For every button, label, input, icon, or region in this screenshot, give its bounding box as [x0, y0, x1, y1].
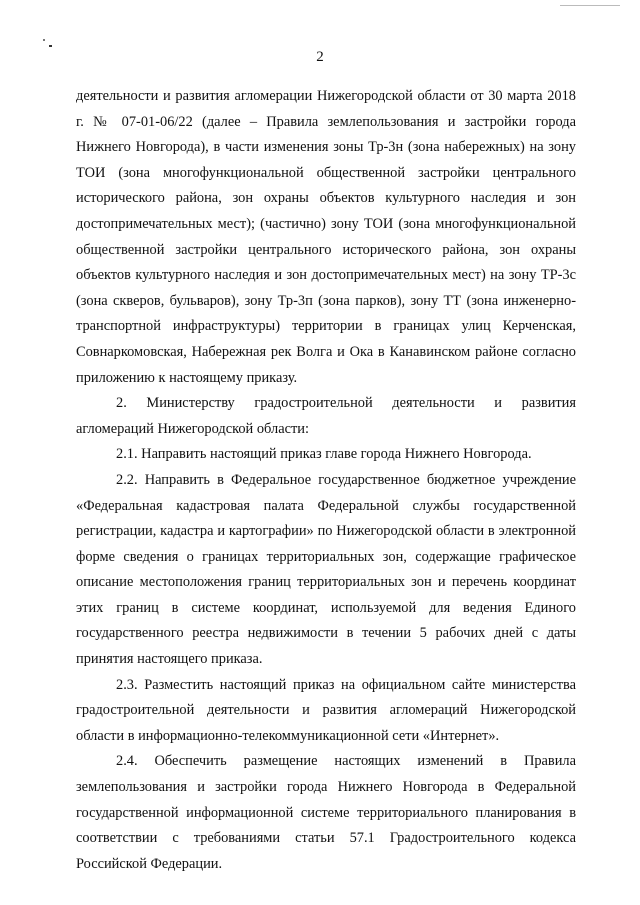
- page-number: 2: [316, 49, 324, 65]
- paragraph-item-2-3: 2.3. Разместить настоящий приказ на официальном сайте министерства градостроительной деятельности и развития агломераций Нижегородской области в информационно-телекоммуникационной сети «Интернет».: [76, 676, 576, 744]
- paragraph-item-2-2: 2.2. Направить в Федеральное государственное бюджетное учреждение «Федеральная кадастровая палата Федеральной службы государственной регистрации, кадастра и картографии» по Нижегородской области в электронной форме сведения о границах территориальных зон, содержащие графическое описание местоположения границ территориальных зон и перечень координат этих границ в системе координат, используемой для ведения Единого государственного реестра недвижимости в течении 5 рабочих дней с даты принятия настоящего приказа.: [76, 471, 576, 668]
- scan-edge-mark: [560, 5, 620, 6]
- paragraph-item-2-1: 2.1. Направить настоящий приказ главе города Нижнего Новгорода.: [116, 446, 532, 463]
- scan-speck: [49, 45, 52, 47]
- scan-speck: [43, 39, 45, 41]
- paragraph-item-2-4: 2.4. Обеспечить размещение настоящих изменений в Правила землепользования и застройки города Нижнего Новгорода в Федеральной государственной информационной системе территориального планирования в соответствии с требованиями статьи 57.1 Градостроительного кодекса Российской Федерации.: [76, 753, 576, 872]
- paragraph-continuation: деятельности и развития агломерации Нижегородской области от 30 марта 2018 г. № 07-01-06/22 (далее – Правила землепользования и застройки города Нижнего Новгорода), в части изменения зоны Тр-3н (зона набережных) на зону ТОИ (зона многофункциональной общественной застройки центрального исторического района, зон охраны объектов культурного наследия и зон достопримечательных мест); (частично) зону ТОИ (зона многофункциональной общественной застройки центрального исторического района, зон охраны объектов культурного наследия и зон достопримечательных мест) на зону ТР-3с (зона скверов, бульваров), зону Тр-3п (зона парков), зону ТТ (зона инженерно-транспортной инфраструктуры) территории в границах улиц Керченская, Совнаркомовская, Набережная рек Волга и Ока в Канавинском районе согласно приложению к настоящему приказу.: [76, 88, 576, 386]
- document-body: [76, 84, 576, 877]
- paragraph-item-2: 2. Министерству градостроительной деятельности и развития агломераций Нижегородской области:: [76, 395, 576, 437]
